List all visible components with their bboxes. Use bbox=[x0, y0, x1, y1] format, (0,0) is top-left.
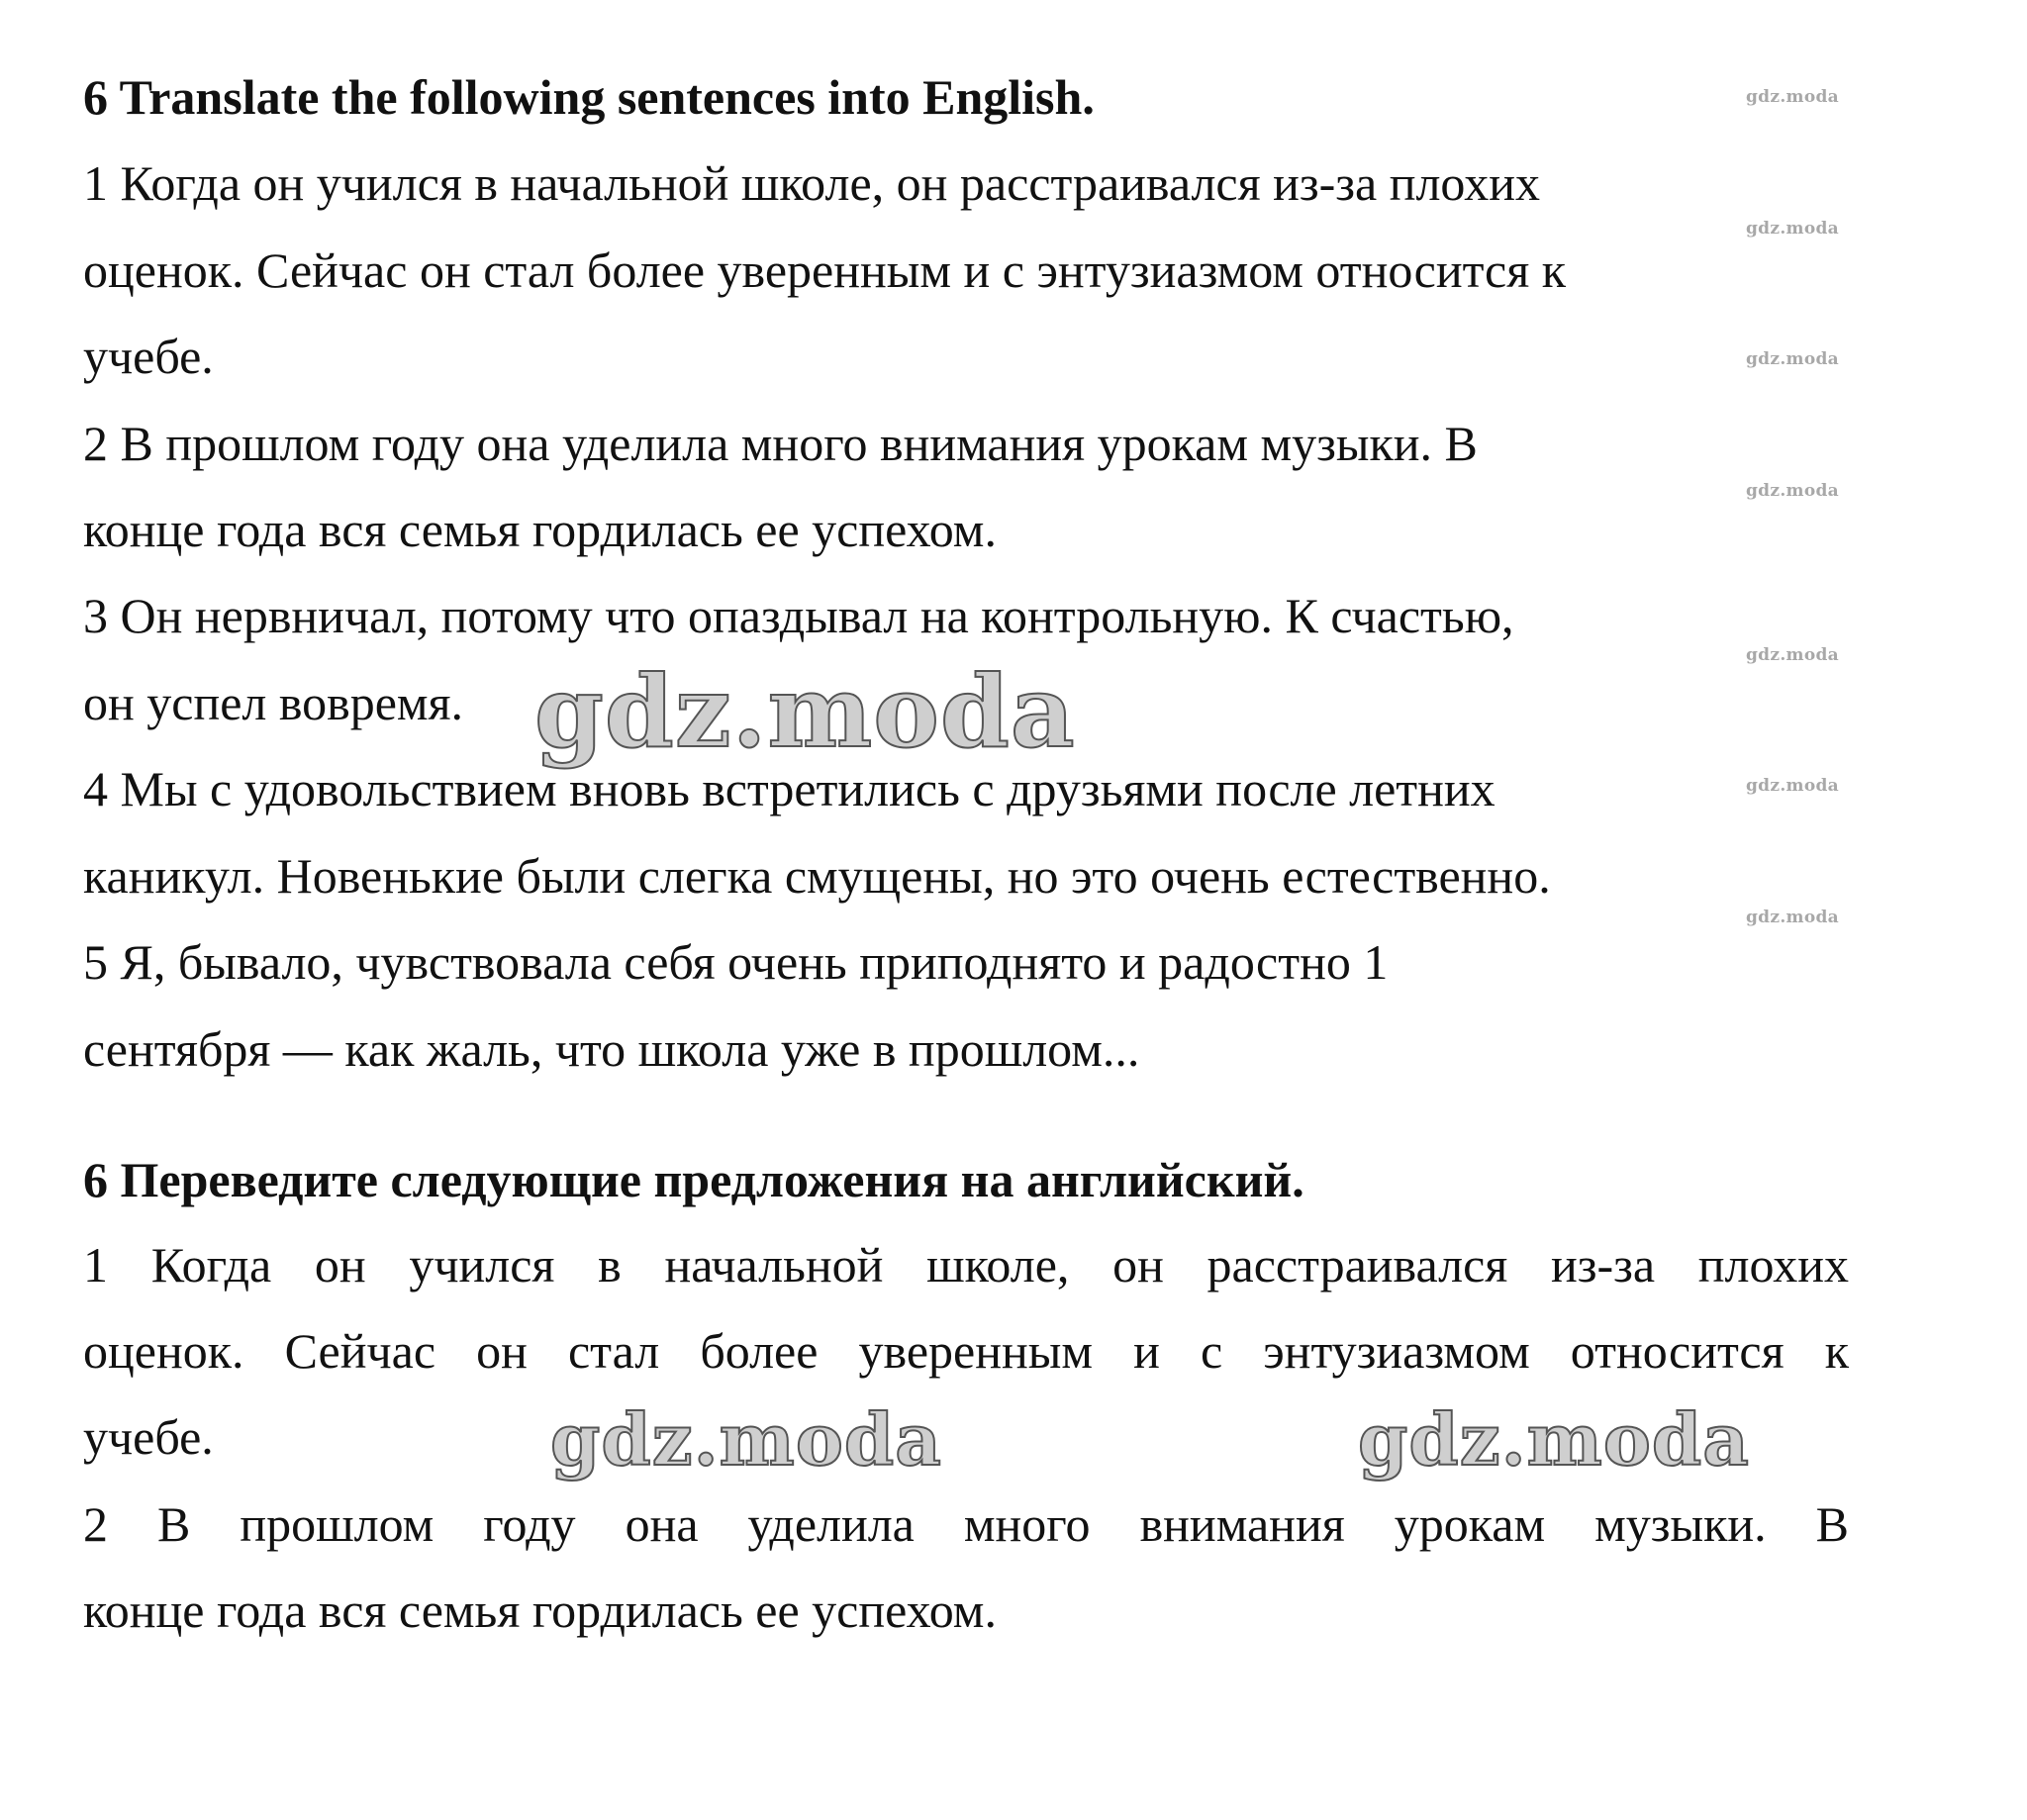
watermark-small: gdz.moda bbox=[1746, 776, 1839, 796]
text-line: 1 Когда он учился в начальной школе, он расстраивался из-за плохих bbox=[83, 1237, 1849, 1293]
text-line: конце года вся семья гордилась ее успехом. bbox=[83, 502, 997, 557]
watermark-small: gdz.moda bbox=[1746, 349, 1839, 369]
text-line: 3 Он нервничал, потому что опаздывал на контрольную. К счастью, bbox=[83, 588, 1514, 643]
text-line: 4 Мы с удовольствием вновь встретились с друзьями после летних bbox=[83, 761, 1496, 816]
text-line: 1 Когда он учился в начальной школе, он расстраивался из-за плохих bbox=[83, 155, 1540, 211]
watermark-small: gdz.moda bbox=[1746, 87, 1839, 107]
watermark-large: gdz.moda bbox=[1358, 1397, 1750, 1482]
exercise-heading-english: 6 Translate the following sentences into English. bbox=[83, 69, 1095, 125]
text-line: каникул. Новенькие были слегка смущены, но это очень естественно. bbox=[83, 848, 1551, 904]
watermark-large: gdz.moda bbox=[550, 1397, 942, 1482]
text-line: сентября — как жаль, что школа уже в прошлом... bbox=[83, 1021, 1140, 1077]
watermark-small: gdz.moda bbox=[1746, 481, 1839, 501]
watermark-small: gdz.moda bbox=[1746, 219, 1839, 239]
text-line: 5 Я, бывало, чувствовала себя очень приподнято и радостно 1 bbox=[83, 934, 1389, 990]
text-line: учебе. bbox=[83, 329, 214, 384]
text-line: оценок. Сейчас он стал более уверенным и с энтузиазмом относится к bbox=[83, 1323, 1849, 1379]
text-line: оценок. Сейчас он стал более уверенным и с энтузиазмом относится к bbox=[83, 242, 1567, 298]
text-line: 2 В прошлом году она уделила много внимания урокам музыки. В bbox=[83, 416, 1478, 471]
text-line: учебе. bbox=[83, 1409, 214, 1465]
watermark-small: gdz.moda bbox=[1746, 908, 1839, 927]
watermark-small: gdz.moda bbox=[1746, 645, 1839, 665]
watermark-large: gdz.moda bbox=[534, 653, 1076, 770]
text-line: конце года вся семья гордилась ее успехом. bbox=[83, 1582, 997, 1638]
text-line: он успел вовремя. bbox=[83, 675, 464, 730]
text-line: 2 В прошлом году она уделила много внимания урокам музыки. В bbox=[83, 1496, 1849, 1552]
exercise-heading-russian: 6 Переведите следующие предложения на английский. bbox=[83, 1152, 1304, 1207]
